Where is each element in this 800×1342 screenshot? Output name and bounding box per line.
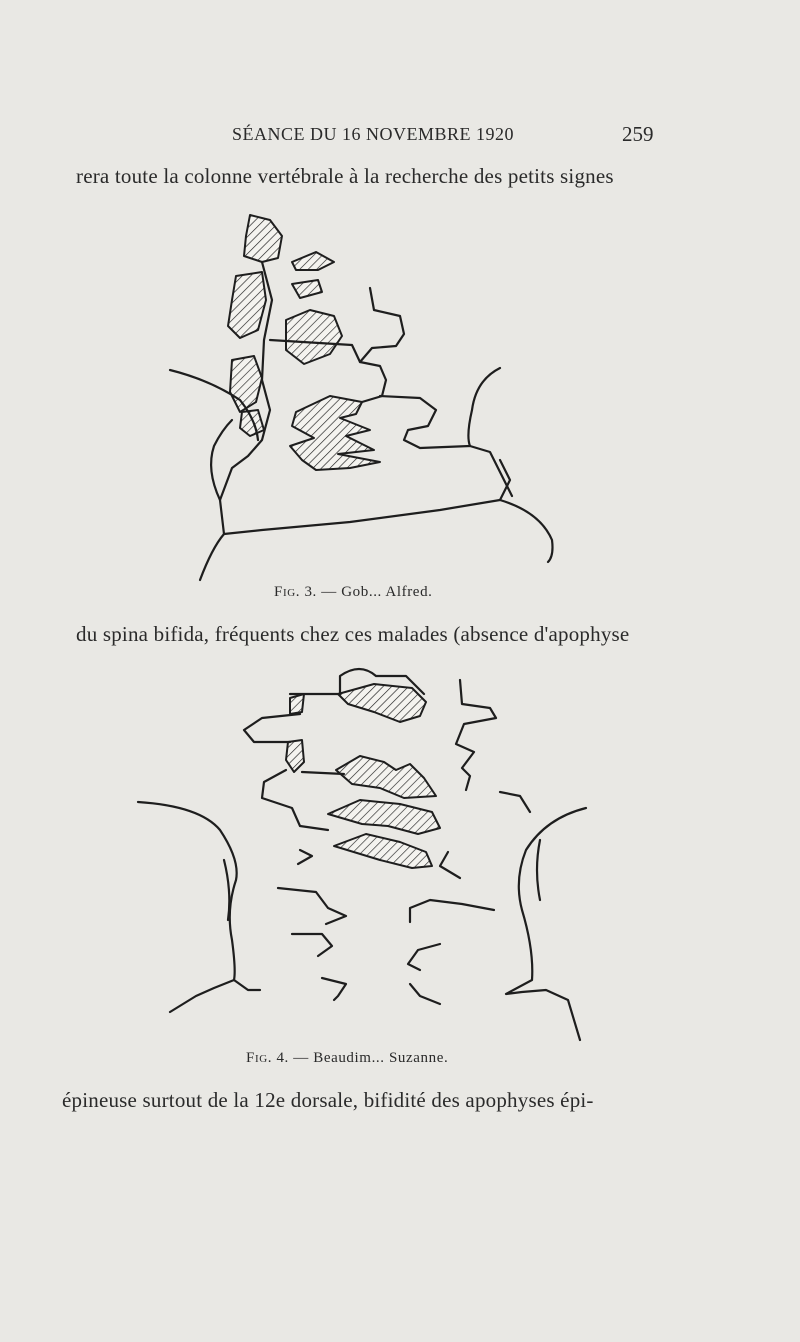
figure-3-drawing: [0, 200, 800, 600]
figure-3-caption: [274, 584, 433, 601]
figure-4-caption-text: — Beaudim... Suzanne.: [293, 1050, 449, 1066]
figure-3-caption-text: — Gob... Alfred.: [321, 584, 433, 600]
figure-4-caption: [246, 1050, 448, 1067]
figure-3-label: Fig. 3.: [274, 584, 317, 600]
text-line-1: rera toute la colonne vertébrale à la recherche des petits signes: [76, 164, 614, 188]
text-line-3: épineuse surtout de la 12e dorsale, bifidité des apophyses épi-: [62, 1088, 594, 1112]
running-title: SÉANCE DU 16 NOVEMBRE 1920: [232, 124, 515, 144]
page-number: 259: [622, 122, 654, 146]
text-line-2: du spina bifida, fréquents chez ces malades (absence d'apophyse: [76, 622, 630, 646]
figure-4-drawing: [0, 660, 800, 1050]
figure-4-label: Fig. 4.: [246, 1050, 289, 1066]
